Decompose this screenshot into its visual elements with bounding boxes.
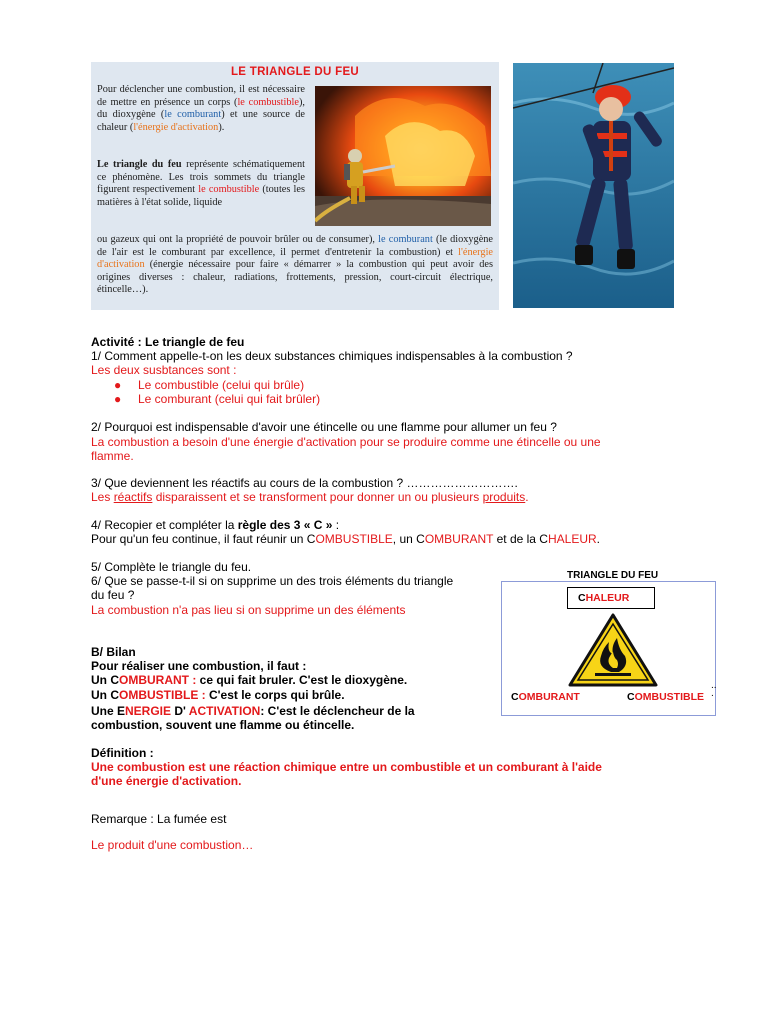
text-red: OMBUSTIBLE — [315, 532, 393, 546]
text: (toutes les matières à l'état solide, liquide — [97, 184, 305, 208]
question-2: 2/ Pourquoi est indispensable d'avoir une étincelle ou une flamme pour allumer un feu ? — [91, 420, 557, 434]
young-firefighter-rope-photo — [513, 63, 674, 308]
triangle-title: TRIANGLE DU FEU — [567, 570, 659, 581]
text: Une E — [91, 704, 126, 718]
answer-2-line-2: flamme. — [91, 449, 134, 463]
text-red: HALEUR — [547, 532, 597, 546]
text-red: NERGIE — [125, 704, 172, 718]
term-combustible: le combustible — [198, 184, 260, 196]
excerpt-paragraph-3 — [97, 234, 493, 297]
text: et de la C — [493, 532, 548, 546]
answer-6: La combustion n'a pas lieu si on supprime un des éléments — [91, 603, 406, 617]
remarque-label: Remarque : La fumée est — [91, 812, 227, 826]
textbook-excerpt — [91, 62, 499, 310]
text: ) et une source de chaleur ( — [97, 109, 305, 133]
text: ). — [218, 121, 225, 133]
text-red: OMBURANT : — [119, 673, 197, 687]
answer-3 — [91, 490, 529, 504]
text-underlined: produits — [482, 490, 526, 504]
text: Le combustible (celui qui brûle) — [138, 378, 305, 392]
text: Le comburant (celui qui fait brûler) — [138, 392, 321, 406]
text: : — [332, 518, 340, 532]
text: D' — [171, 704, 189, 718]
bullet-icon: ● — [114, 378, 122, 392]
term-combustible: le combustible — [237, 96, 299, 108]
chaleur-label-box — [567, 587, 655, 609]
text-red: HALEUR — [585, 592, 630, 604]
text: disparaissent et se transforment pour donner un ou plusieurs — [152, 490, 483, 504]
bullet-icon: ● — [114, 392, 122, 406]
bilan-intro: Pour réaliser une combustion, il faut : — [91, 659, 307, 673]
question-3: 3/ Que deviennent les réactifs au cours de la combustion ? ………………………. — [91, 476, 518, 490]
combustible-label — [627, 691, 704, 703]
answer-1-item — [114, 392, 320, 406]
bilan-line-comburant — [91, 673, 407, 687]
excerpt-paragraph-1 — [97, 84, 305, 134]
text: Les — [91, 490, 114, 504]
text: (énergie nécessaire pour faire « démarrer » la combustion qui peut avoir des origines diverses : chaleur, radiations, frottements, pression, court-circuit électrique, étincelle…). — [97, 259, 493, 296]
excerpt-paragraph-2 — [97, 159, 305, 209]
text: . — [525, 490, 529, 504]
remarque-answer: Le produit d'une combustion… — [91, 838, 254, 852]
term-comburant: le comburant — [164, 109, 222, 121]
text-red: OMBURANT — [518, 691, 580, 703]
question-5: 5/ Complète le triangle du feu. — [91, 560, 252, 574]
text: C — [511, 691, 519, 703]
text: , un C — [392, 532, 425, 546]
text: (le dioxygène de l'air est le comburant par excellence, il permet d'entretenir la combustion) et — [97, 234, 493, 258]
text: . — [596, 532, 600, 546]
text-red: ACTIVATION — [188, 704, 261, 718]
text: C — [578, 592, 586, 604]
question-6-line-2: du feu ? — [91, 588, 135, 602]
text: 4/ Recopier et compléter la — [91, 518, 238, 532]
text: Un C — [91, 688, 119, 702]
bilan-title: B/ Bilan — [91, 645, 136, 659]
text: Pour qu'un feu continue, il faut réunir un C — [91, 532, 316, 546]
answer-1: Les deux susbtances sont : — [91, 363, 237, 377]
term-energie: l'énergie d'activation — [133, 121, 219, 133]
answer-2-line-1: La combustion a besoin d'une énergie d'activation pour se produire comme une étincelle ou une — [91, 435, 601, 449]
text: ce qui fait bruler. C'est le dioxygène. — [196, 673, 408, 687]
flammable-warning-icon — [567, 612, 659, 688]
question-1: 1/ Comment appelle-t-on les deux substances chimiques indispensables à la combustion ? — [91, 349, 573, 363]
text-underlined: réactifs — [113, 490, 153, 504]
question-6-line-1: 6/ Que se passe-t-il si on supprime un des trois éléments du triangle — [91, 574, 454, 588]
activity-title: Activité : Le triangle de feu — [91, 335, 245, 349]
term-energie: l'énergie d'activation — [97, 246, 493, 271]
bilan-line-energie — [91, 704, 415, 718]
bilan-line-energie-cont: combustion, souvent une flamme ou étincelle. — [91, 718, 355, 732]
text: C'est le corps qui brûle. — [205, 688, 345, 702]
text-bold: Le triangle du feu — [97, 159, 182, 170]
text: ), du dioxygène ( — [97, 96, 305, 121]
answer-4 — [91, 532, 600, 546]
bilan-line-combustible — [91, 688, 345, 702]
firefighter-fire-photo — [315, 86, 491, 226]
text: Un C — [91, 673, 119, 687]
text-red: OMBUSTIBLE : — [119, 688, 206, 702]
text-bold: règle des 3 « C » — [237, 518, 333, 532]
question-4 — [91, 518, 339, 532]
dots-mark: .. . — [711, 680, 717, 699]
text: ou gazeux qui ont la propriété de pouvoir brûler ou de consumer), — [97, 234, 379, 245]
text: représente schématiquement ce phénomène. Les trois sommets du triangle figurent respectivement — [97, 159, 305, 196]
comburant-label — [511, 691, 580, 703]
text-red: OMBUSTIBLE — [634, 691, 705, 703]
definition-line-1: Une combustion est une réaction chimique entre un combustible et un comburant à l'aide — [91, 760, 602, 774]
definition-title: Définition : — [91, 746, 154, 760]
definition-line-2: d'une énergie d'activation. — [91, 774, 242, 788]
text: : C'est le déclencheur de la — [260, 704, 415, 718]
excerpt-title: LE TRIANGLE DU FEU — [230, 66, 360, 78]
term-comburant: le comburant — [378, 234, 433, 245]
text: C — [627, 691, 635, 703]
answer-1-item — [114, 378, 304, 392]
text-red: OMBURANT — [424, 532, 494, 546]
text: Pour déclencher une combustion, il est nécessaire de mettre en présence un corps ( — [97, 84, 305, 108]
